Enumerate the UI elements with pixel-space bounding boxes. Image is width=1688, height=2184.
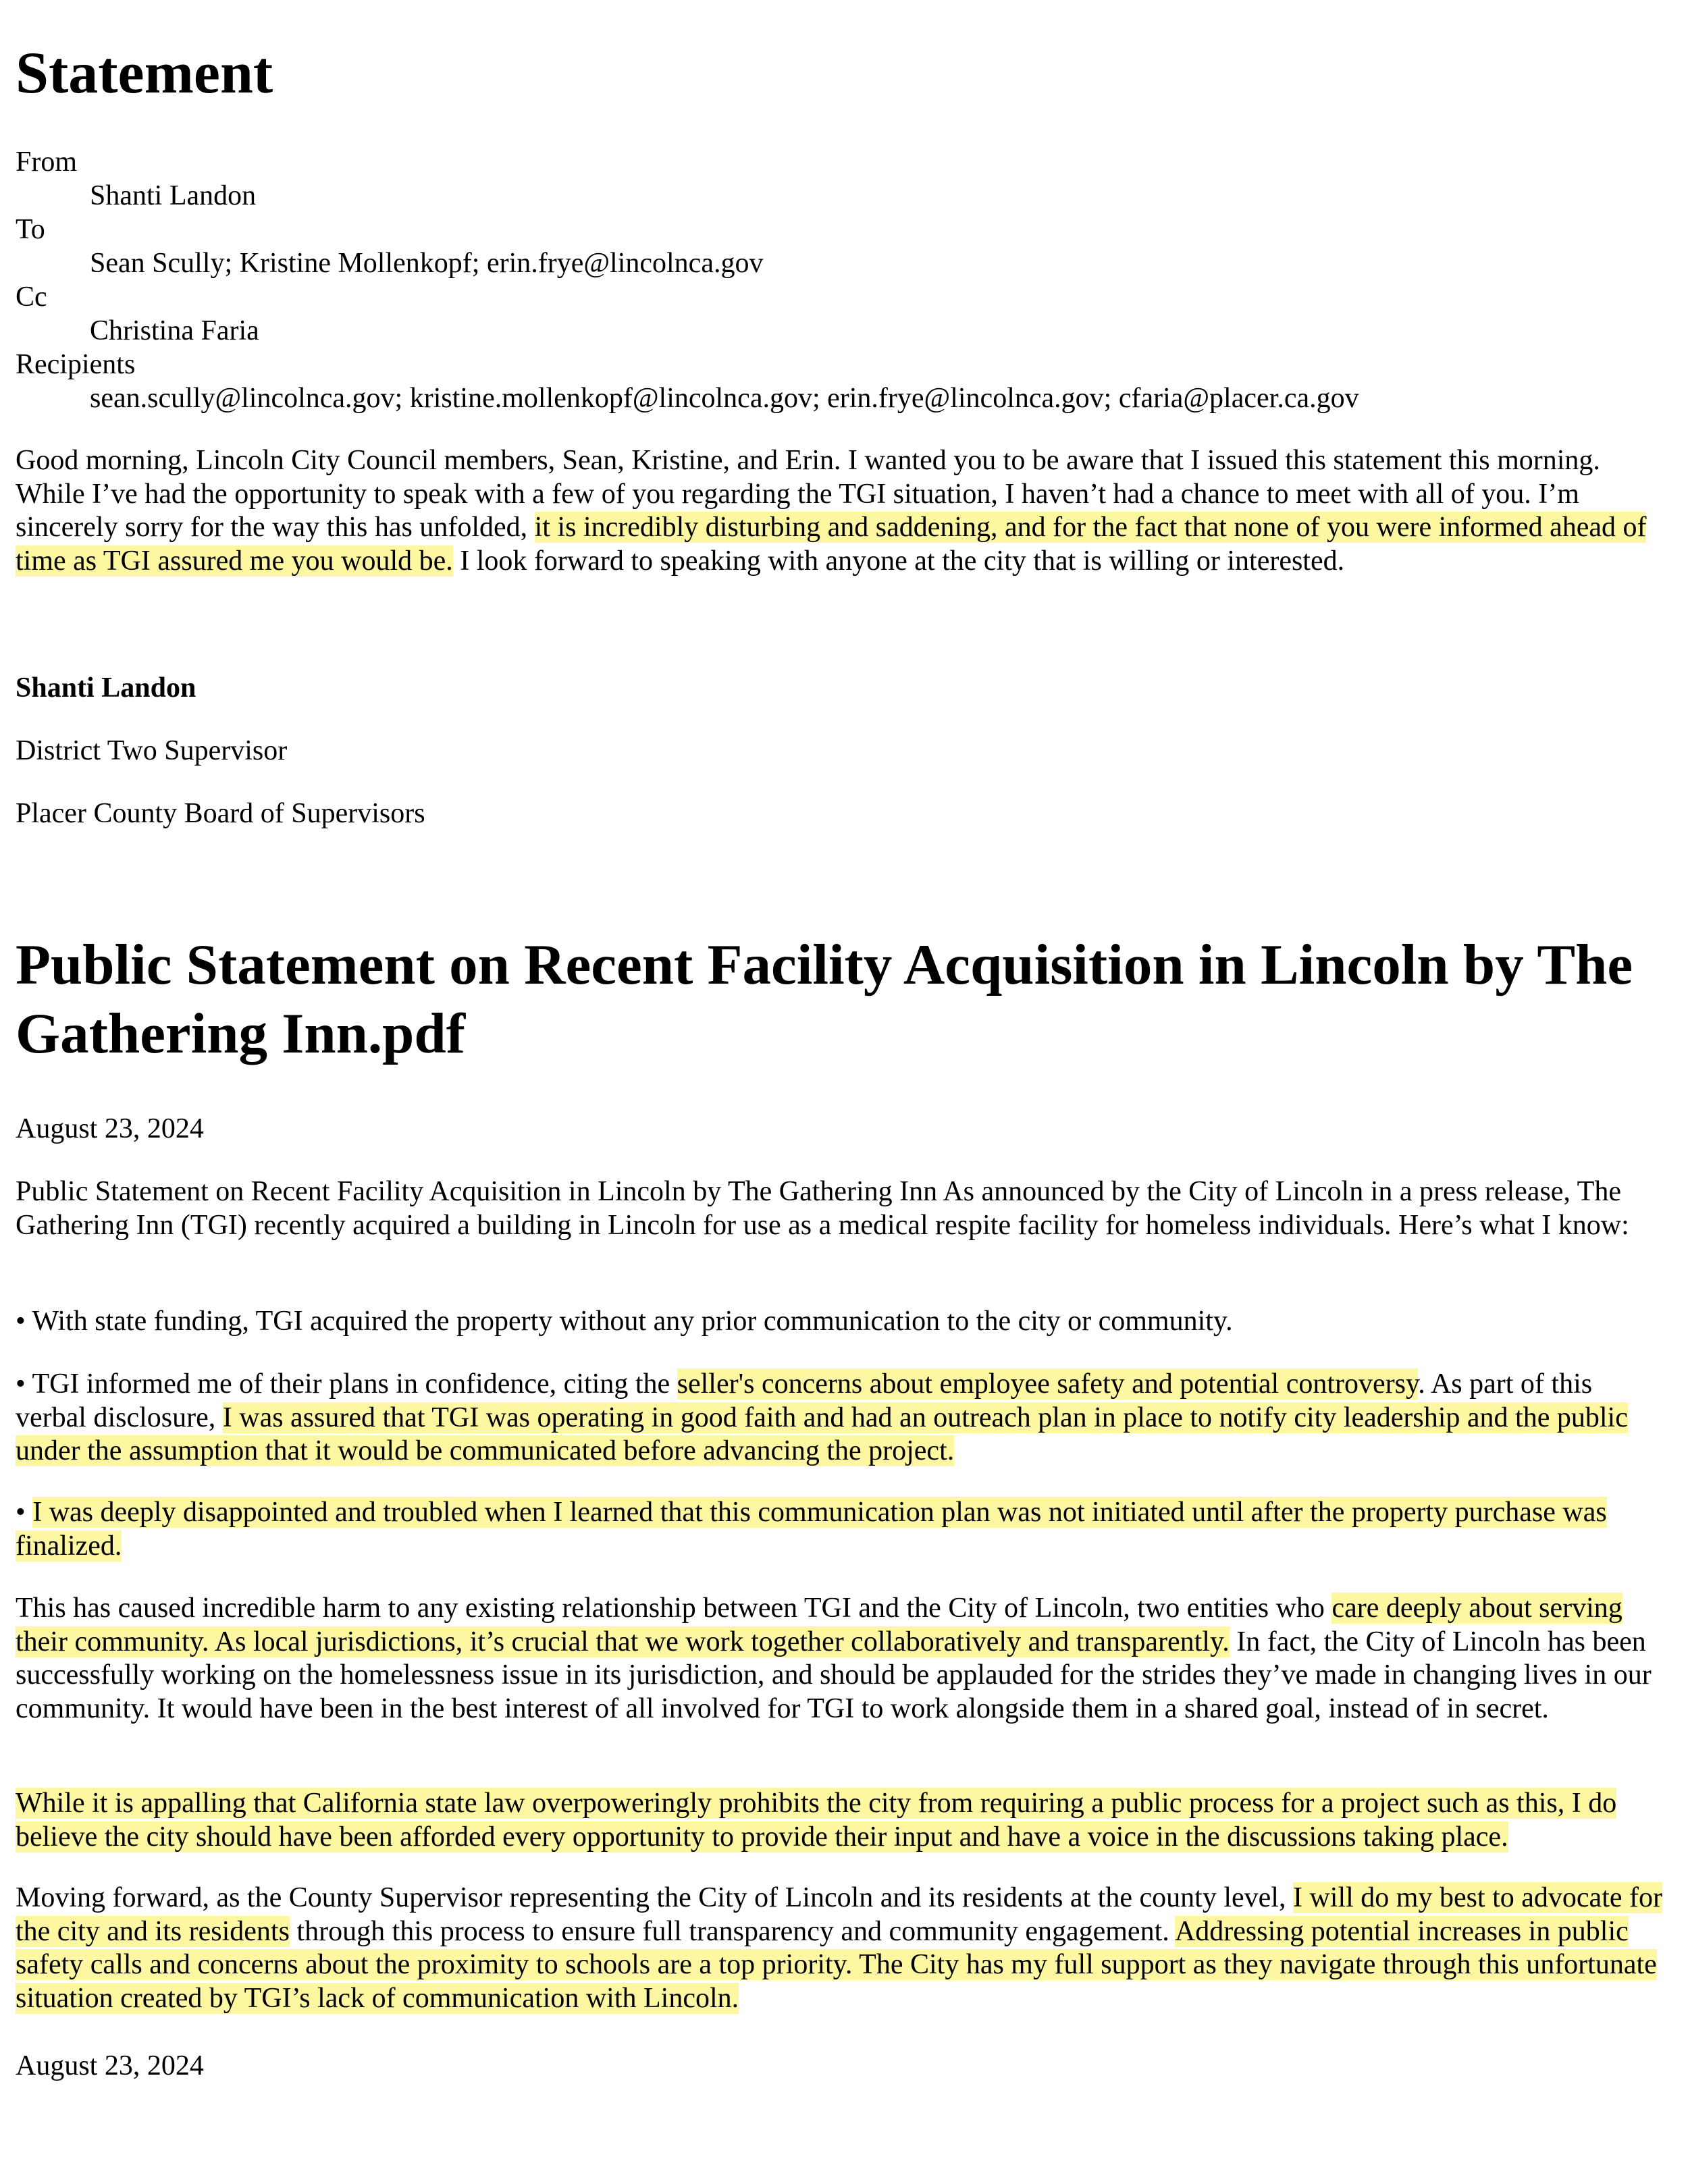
attachment-bullet-1: • With state funding, TGI acquired the property without any prior communication to the city or community.: [16, 1306, 1233, 1337]
attachment-date-top: August 23, 2024: [16, 1113, 204, 1144]
bullet-2-highlight-2: I was assured that TGI was operating in good faith and had an outreach plan in place to notify city leadership and the public under the assumption that it would be communicated before advancing the project.: [16, 1402, 1628, 1466]
signature-name: Shanti Landon: [16, 672, 196, 703]
bullet-2-text: • TGI informed me of their plans in confidence, citing the: [16, 1368, 677, 1400]
from-value: Shanti Landon: [90, 180, 257, 211]
attachment-harm-paragraph: [16, 1592, 1670, 1726]
recipients-value: sean.scully@lincolnca.gov; kristine.mollenkopf@lincolnca.gov; erin.frye@lincolnca.gov; cfaria@placer.ca.gov: [90, 383, 1359, 414]
forward-text: Moving forward, as the County Supervisor representing the City of Lincoln and its residents at the county level,: [16, 1882, 1293, 1913]
law-highlight: While it is appalling that California state law overpoweringly prohibits the city from requiring a public process for a project such as this, I do believe the city should have been afforded every opportunity to provide their input and have a voice in the discussions taking place.: [16, 1788, 1617, 1853]
email-body-text: Good morning, Lincoln City Council members, Sean, Kristine, and Erin. I wanted you to be aware that I issued this statement this morning. While I’ve had the opportunity to speak with a few of you regarding the TGI situation, I haven’t had a chance to meet with all of you. I’m sincerely sorry for the way this has unfolded,: [16, 445, 1600, 543]
email-header-fields: [16, 145, 1359, 415]
attachment-intro-paragraph: Public Statement on Recent Facility Acquisition in Lincoln by The Gathering Inn As announced by the City of Lincoln in a press release, The Gathering Inn (TGI) recently acquired a building in Lincoln for use as a medical respite facility for homeless individuals. Here’s what I know:: [16, 1176, 1629, 1241]
bullet-2-highlight-1: seller's concerns about employee safety and potential controversy: [677, 1368, 1419, 1400]
attachment-date-bottom: August 23, 2024: [16, 2050, 204, 2081]
forward-text-mid: through this process to ensure full transparency and community engagement.: [289, 1915, 1175, 1947]
attachment-law-paragraph: [16, 1787, 1670, 1854]
attachment-bullet-3: [16, 1496, 1670, 1563]
email-body-text-end: I look forward to speaking with anyone at the city that is willing or interested.: [452, 545, 1345, 577]
bullet-3-marker: •: [16, 1497, 33, 1528]
harm-text: This has caused incredible harm to any existing relationship between TGI and the City of Lincoln, two entities who: [16, 1593, 1332, 1624]
email-heading: Statement: [16, 41, 273, 106]
signature-organization: Placer County Board of Supervisors: [16, 798, 425, 829]
recipients-label: Recipients: [16, 349, 136, 380]
forward-highlight-1: I will do my best to advocate for the city and its residents: [16, 1882, 1662, 1947]
signature-title: District Two Supervisor: [16, 735, 288, 766]
harm-text-end: In fact, the City of Lincoln has been successfully working on the homelessness issue in its jurisdiction, and should be applauded for the strides they’ve made in changing lives in our community. It would have been in the best interest of all involved for TGI to work alongside them in a shared goal, instead of in secret.: [16, 1626, 1652, 1724]
bullet-3-highlight: I was deeply disappointed and troubled when I learned that this communication plan was not initiated until after the property purchase was finalized.: [16, 1497, 1607, 1562]
bullet-2-text-mid: . As part of this verbal disclosure,: [16, 1368, 1593, 1433]
cc-value: Christina Faria: [90, 315, 259, 346]
to-value: Sean Scully; Kristine Mollenkopf; erin.frye@lincolnca.gov: [90, 248, 764, 279]
attachment-title: Public Statement on Recent Facility Acquisition in Lincoln by The Gathering Inn.pdf: [16, 933, 1633, 1065]
to-label: To: [16, 214, 45, 245]
attachment-bullet-2: [16, 1368, 1670, 1468]
email-body-highlight: it is incredibly disturbing and saddening, and for the fact that none of you were informed ahead of time as TGI assured me you would be.: [16, 512, 1647, 577]
harm-highlight: care deeply about serving their community. As local jurisdictions, it’s crucial that we work together collaboratively and transparently.: [16, 1593, 1623, 1657]
forward-highlight-2: Addressing potential increases in public safety calls and concerns about the proximity to schools are a top priority. The City has my full support as they navigate through this unfortunate situation created by TGI’s lack of communication with Lincoln.: [16, 1915, 1657, 2014]
attachment-forward-paragraph: [16, 1882, 1670, 2015]
cc-label: Cc: [16, 282, 47, 313]
email-body-paragraph: [16, 444, 1670, 578]
from-label: From: [16, 147, 78, 178]
